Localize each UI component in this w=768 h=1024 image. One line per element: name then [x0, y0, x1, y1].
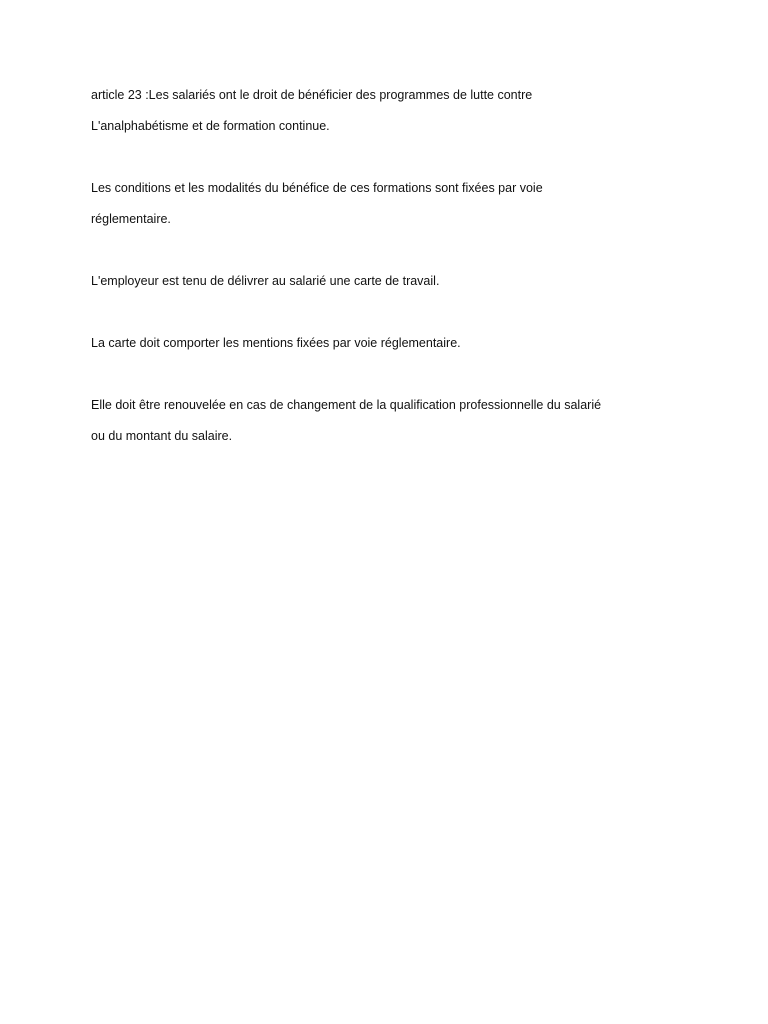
paragraph-line: article 23 :Les salariés ont le droit de bénéficier des programmes de lutte contre [91, 88, 533, 102]
paragraph-article-23 [91, 84, 691, 146]
paragraph-line: Elle doit être renouvelée en cas de changement de la qualification professionnelle du salarié [91, 398, 602, 412]
paragraph-card-renewal [91, 394, 691, 456]
paragraph-line: L'employeur est tenu de délivrer au salarié une carte de travail. [91, 274, 440, 288]
paragraph-employer-card [91, 270, 691, 301]
paragraph-line: ou du montant du salaire. [91, 429, 233, 443]
paragraph-line: La carte doit comporter les mentions fixées par voie réglementaire. [91, 336, 461, 350]
paragraph-card-mentions [91, 332, 691, 363]
paragraph-line: Les conditions et les modalités du bénéfice de ces formations sont fixées par voie [91, 181, 543, 195]
paragraph-line: réglementaire. [91, 212, 171, 226]
paragraph-conditions [91, 177, 691, 239]
paragraph-line: L'analphabétisme et de formation continue. [91, 119, 330, 133]
document-body [91, 84, 691, 456]
